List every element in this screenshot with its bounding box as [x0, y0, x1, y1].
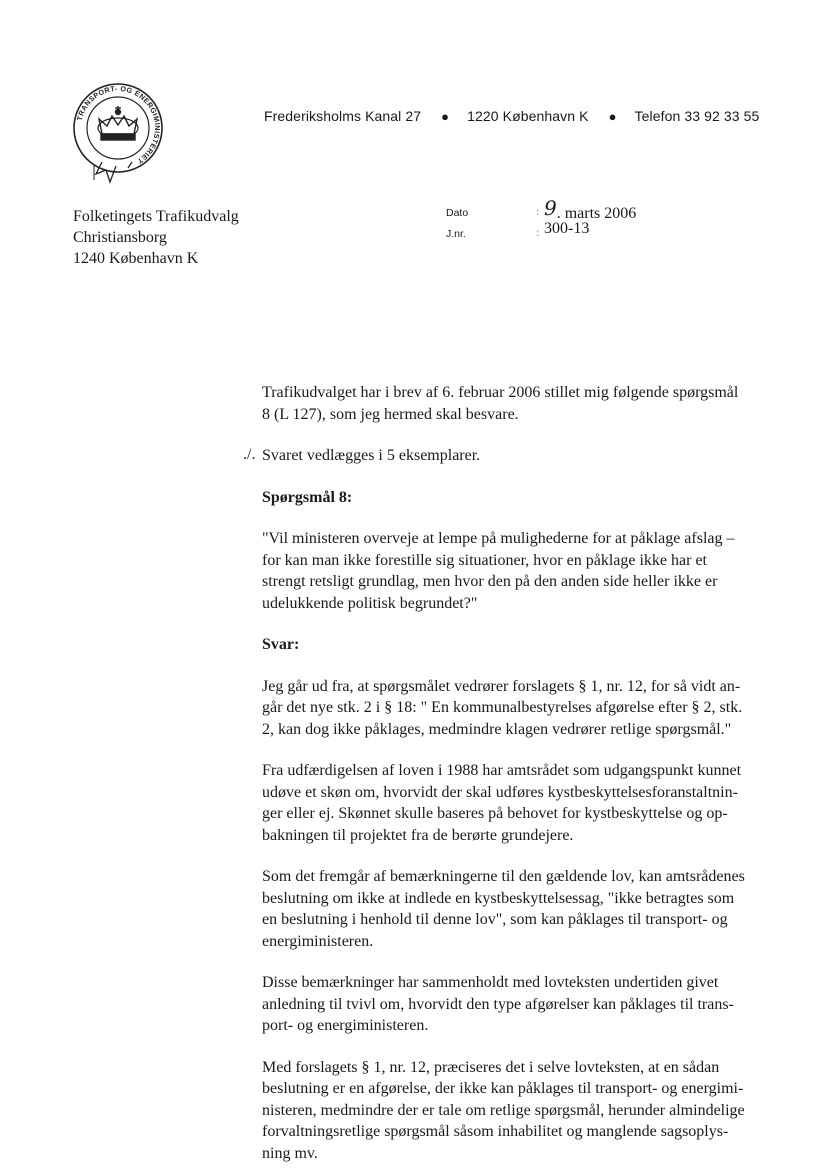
text-line: ger eller ej. Skønnet skulle baseres på behovet for kystbeskyttelse og op- — [262, 805, 728, 822]
answer-paragraph — [262, 972, 762, 1037]
text-line: nisteren, medmindre der er tale om retlige spørgsmål, herunder almindelige — [262, 1101, 745, 1119]
text-line: Jeg går ud fra, at spørgsmålet vedrører forslagets § 1, nr. 12, for så vidt an- — [262, 677, 741, 695]
handwritten-day: 9 — [544, 196, 557, 220]
answer-paragraph — [262, 676, 762, 741]
answer-paragraph — [262, 760, 762, 846]
text-line: udøve et skøn om, hvorvidt der skal udføres kystbeskyttelsesforanstaltnin- — [262, 783, 738, 801]
bullet-separator-icon: ● — [608, 109, 617, 124]
date-label: Dato — [446, 207, 469, 219]
text-line: bakningen til projektet fra de berørte grundejere. — [262, 826, 574, 844]
text-line: forvaltningsretlige spørgsmål såsom inhabilitet og manglende sagsoplys- — [262, 1123, 729, 1140]
text-line: Som det fremgår af bemærkningerne til den gældende lov, kan amtsrådenes — [262, 868, 745, 885]
recipient-line: Folketingets Trafikudvalg — [73, 208, 239, 225]
letterhead-postal: 1220 København K — [467, 108, 589, 124]
question-heading: Spørgsmål 8: — [262, 488, 353, 506]
text-line: anledning til tvivl om, hvorvidt den type afgørelser kan påklages til trans- — [262, 995, 734, 1013]
enclosure-note: Svaret vedlægges i 5 eksemplarer. — [262, 447, 481, 464]
logo-ring-text: TRANSPORT- OG ENERGIMINISTERIET — [74, 83, 163, 166]
recipient-address — [73, 206, 239, 269]
letterhead-phone: Telefon 33 92 33 55 — [634, 108, 760, 124]
crown-seal-icon — [68, 76, 168, 188]
recipient-line: 1240 København K — [73, 250, 199, 267]
text-line: udelukkende politisk begrundet?" — [262, 594, 478, 612]
answer-paragraph — [262, 1057, 762, 1165]
text-line: 2, kan dog ikke påklages, medmindre klagen vedrører retlige spørgsmål." — [262, 720, 732, 738]
text-line: Trafikudvalget har i brev af 6. februar 2006 stillet mig følgende spørgsmål — [262, 384, 739, 401]
text-line: 8 (L 127), som jeg hermed skal besvare. — [262, 405, 519, 423]
text-line: beslutning er en afgørelse, der ikke kan påklages til transport- og energimi- — [262, 1080, 744, 1097]
question-paragraph — [262, 528, 762, 614]
date-month-year: . marts 2006 — [556, 205, 637, 222]
text-line: går det nye stk. 2 i § 18: " En kommunalbestyrelses afgørelse efter § 2, stk. — [262, 699, 743, 716]
text-line: beslutning om ikke at indlede en kystbeskyttelsessag, "ikke betragtes som — [262, 889, 735, 907]
text-line: ning mv. — [262, 1144, 318, 1162]
recipient-line: Christiansborg — [73, 229, 167, 246]
jnr-value: 300-13 — [544, 220, 590, 237]
text-line: port- og energiministeren. — [262, 1017, 429, 1034]
meta-colon: : — [536, 225, 540, 239]
text-line: "Vil ministeren overveje at lempe på mulighederne for at påklage afslag – — [262, 530, 735, 547]
jnr-label: J.nr. — [446, 228, 466, 240]
text-line: Fra udfærdigelsen af loven i 1988 har amtsrådet som udgangspunkt kunnet — [262, 762, 742, 779]
letter-body — [262, 382, 762, 1164]
text-line: en beslutning i henhold til denne lov", som kan påklages til transport- og — [262, 911, 728, 928]
meta-colon: : — [536, 204, 540, 218]
letterhead — [264, 108, 759, 124]
text-line: Disse bemærkninger har sammenholdt med lovteksten undertiden givet — [262, 974, 719, 991]
bullet-separator-icon: ● — [441, 109, 450, 124]
text-line: strengt retsligt grundlag, men hvor den på den anden side heller ikke er — [262, 573, 718, 590]
letterhead-address: Frederiksholms Kanal 27 — [264, 108, 422, 124]
enclosure-margin-mark: ./. — [243, 446, 256, 463]
answer-paragraph — [262, 866, 762, 952]
ministry-logo — [68, 76, 168, 188]
text-line: for kan man ikke forestille sig situationer, hvor en påklage ikke har et — [262, 551, 707, 569]
text-line: energiministeren. — [262, 932, 374, 950]
intro-paragraph — [262, 382, 762, 425]
answer-heading: Svar: — [262, 636, 300, 653]
text-line: Med forslagets § 1, nr. 12, præciseres det i selve lovteksten, at en sådan — [262, 1058, 720, 1076]
